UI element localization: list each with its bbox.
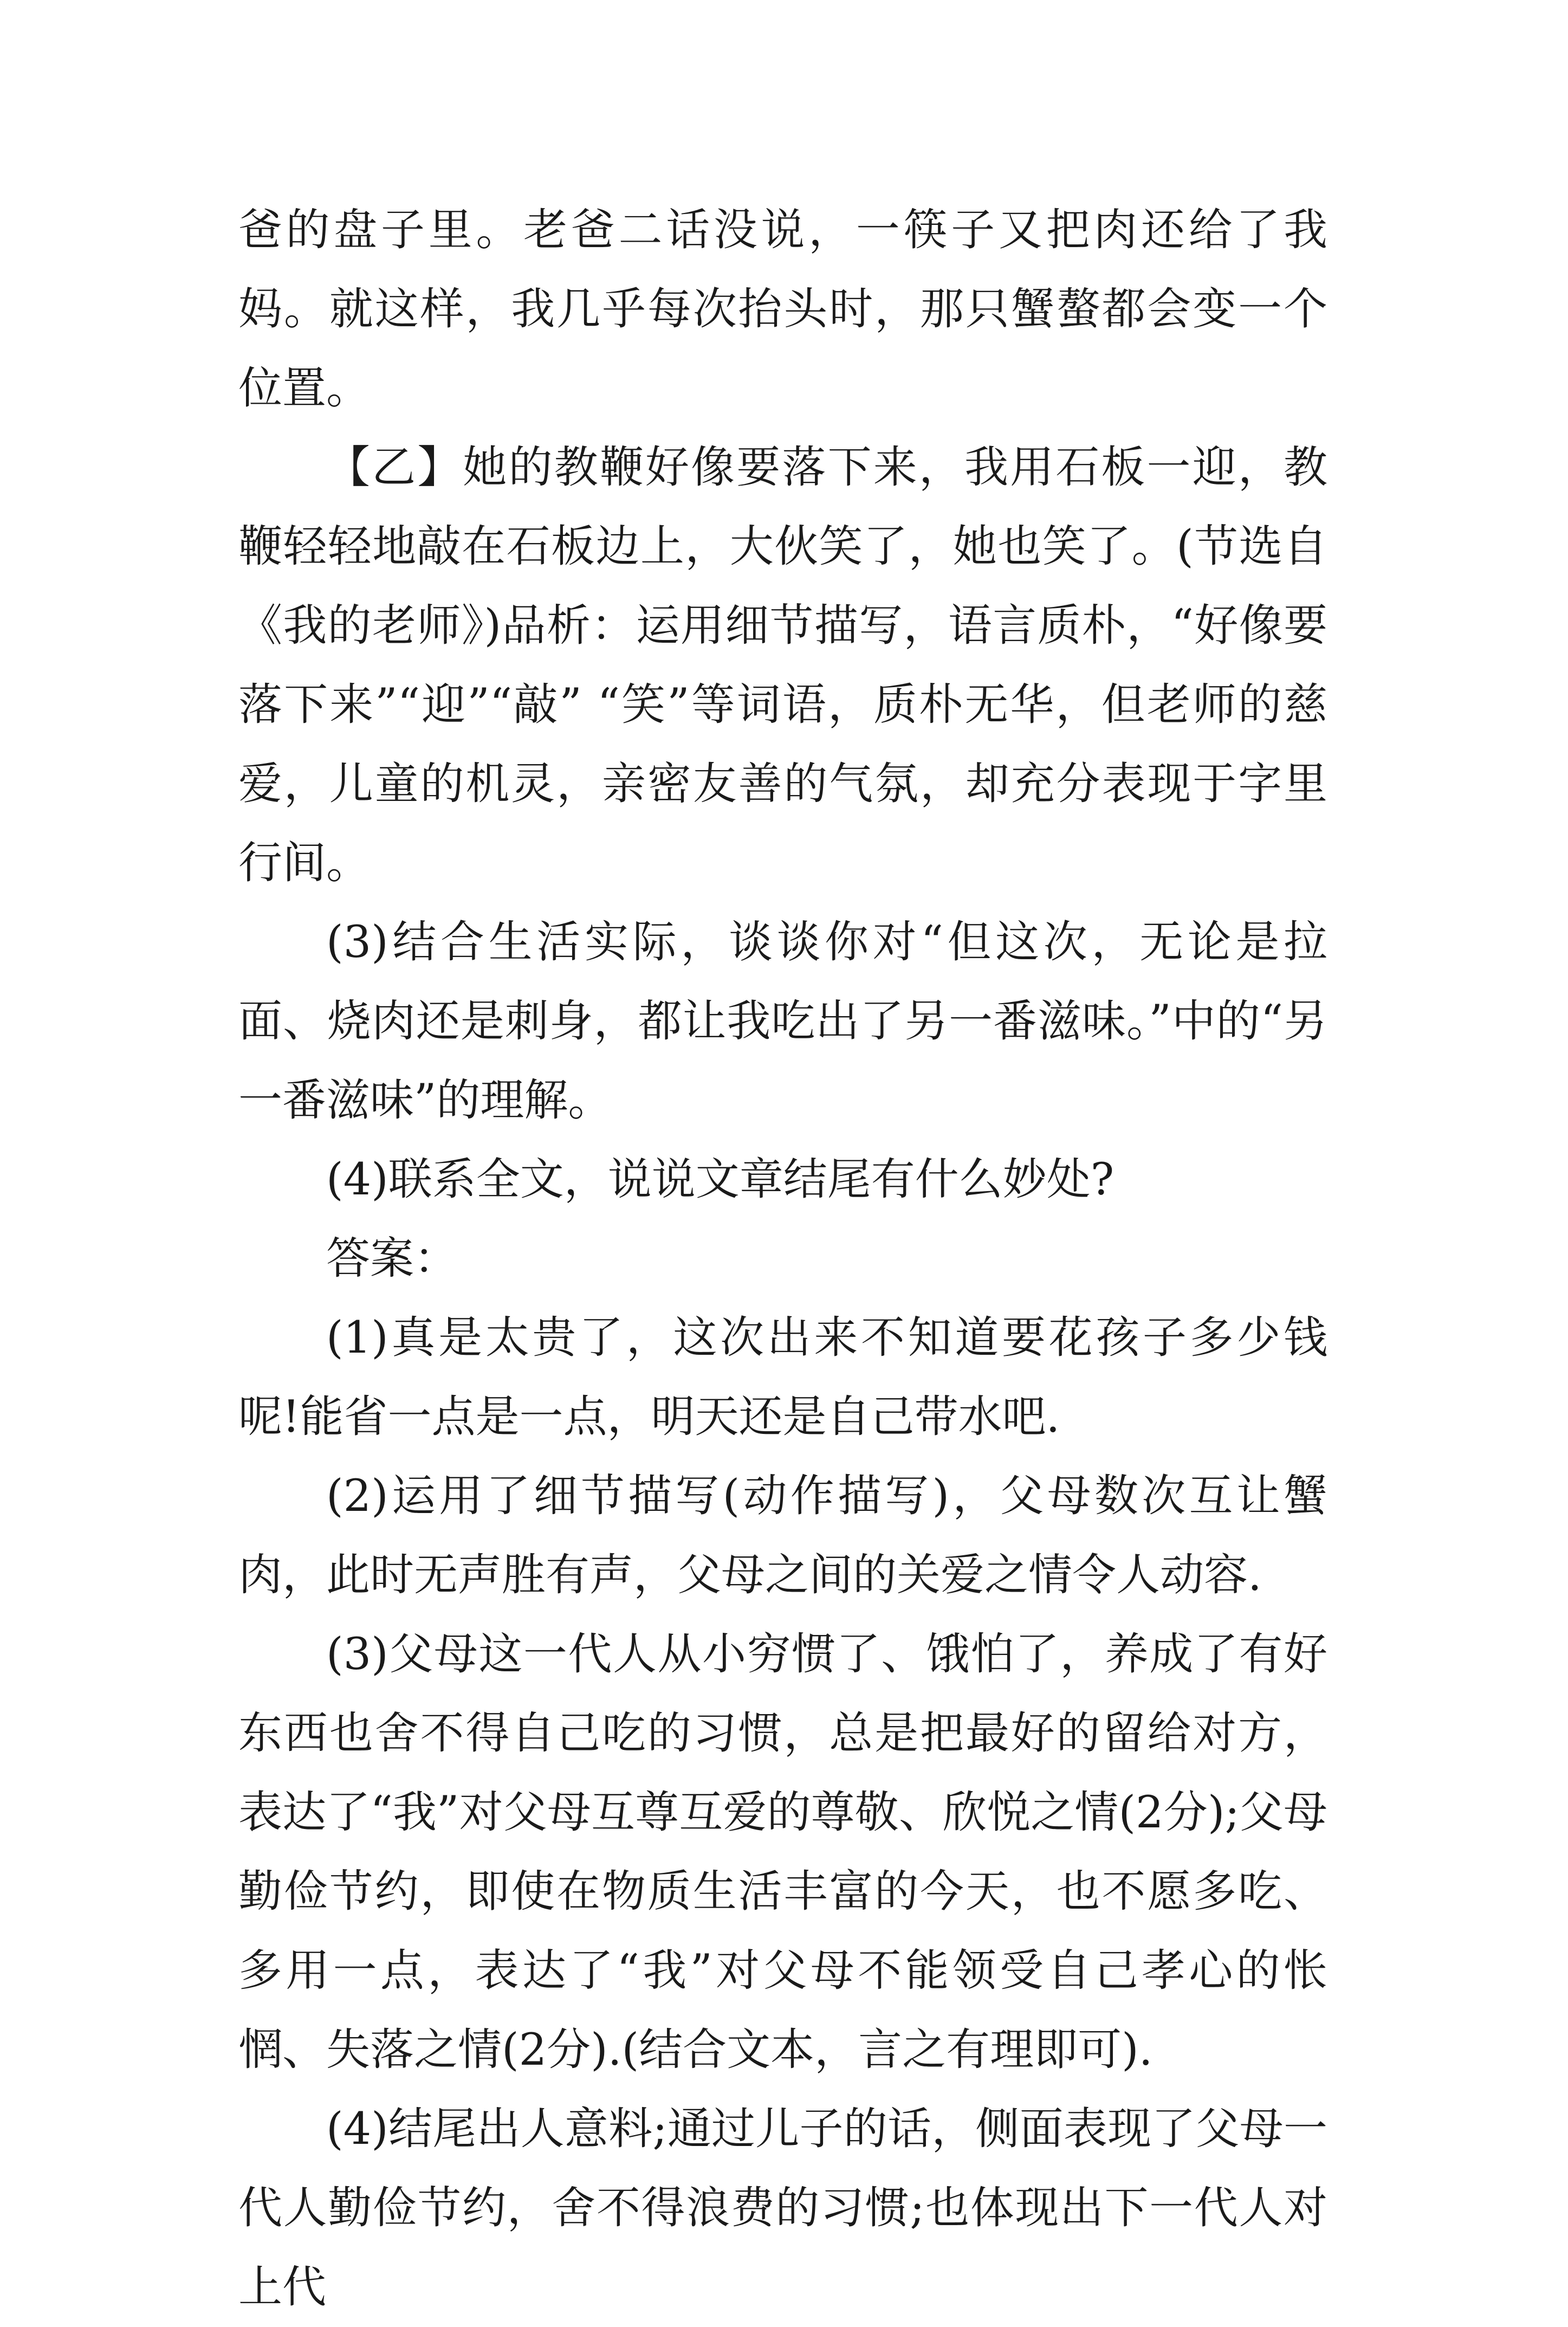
paragraph-example-yi: 【乙】她的教鞭好像要落下来，我用石板一迎，教鞭轻轻地敲在石板边上，大伙笑了，她也笑了。(节选自《我的老师》)品析：运用细节描写，语言质朴，“好像要落下来”“迎”“敲” “笑”等词语，质朴无华，但老师的慈爱，儿童的机灵，亲密友善的气氛，却充分表现于字里行间。	[238, 442, 1327, 889]
paragraph-question-3: (3)结合生活实际，谈谈你对“但这次，无论是拉面、烧肉还是刺身，都让我吃出了另一番滋味。”中的“另一番滋味”的理解。	[238, 917, 1327, 1126]
paragraph-answer-heading: 答案：	[326, 1233, 458, 1284]
paragraph-question-4: (4)联系全文，说说文章结尾有什么妙处?	[326, 1154, 1115, 1205]
paragraph-answer-3: (3)父母这一代人从小穷惯了、饿怕了，养成了有好东西也舍不得自己吃的习惯，总是把最好的留给对方，表达了“我”对父母互尊互爱的尊敬、欣悦之情(2分);父母勤俭节约，即使在物质生活丰富的今天，也不愿多吃、多用一点，表达了“我”对父母不能领受自己孝心的怅惘、失落之情(2分).(结合文本，言之有理即可).	[238, 1629, 1327, 2076]
paragraph-answer-4: (4)结尾出人意料;通过儿子的话，侧面表现了父母一代人勤俭节约，舍不得浪费的习惯;也体现出下一代人对上代	[238, 2104, 1327, 2313]
paragraph-answer-1: (1)真是太贵了，这次出来不知道要花孩子多少钱呢!能省一点是一点，明天还是自己带水吧.	[238, 1313, 1327, 1443]
paragraph-continuation: 爸的盘子里。老爸二话没说，一筷子又把肉还给了我妈。就这样，我几乎每次抬头时，那只蟹螯都会变一个位置。	[238, 205, 1327, 414]
paragraph-answer-2: (2)运用了细节描写(动作描写)，父母数次互让蟹肉，此时无声胜有声，父母之间的关爱之情令人动容.	[238, 1471, 1327, 1601]
document-body	[238, 191, 1327, 2327]
